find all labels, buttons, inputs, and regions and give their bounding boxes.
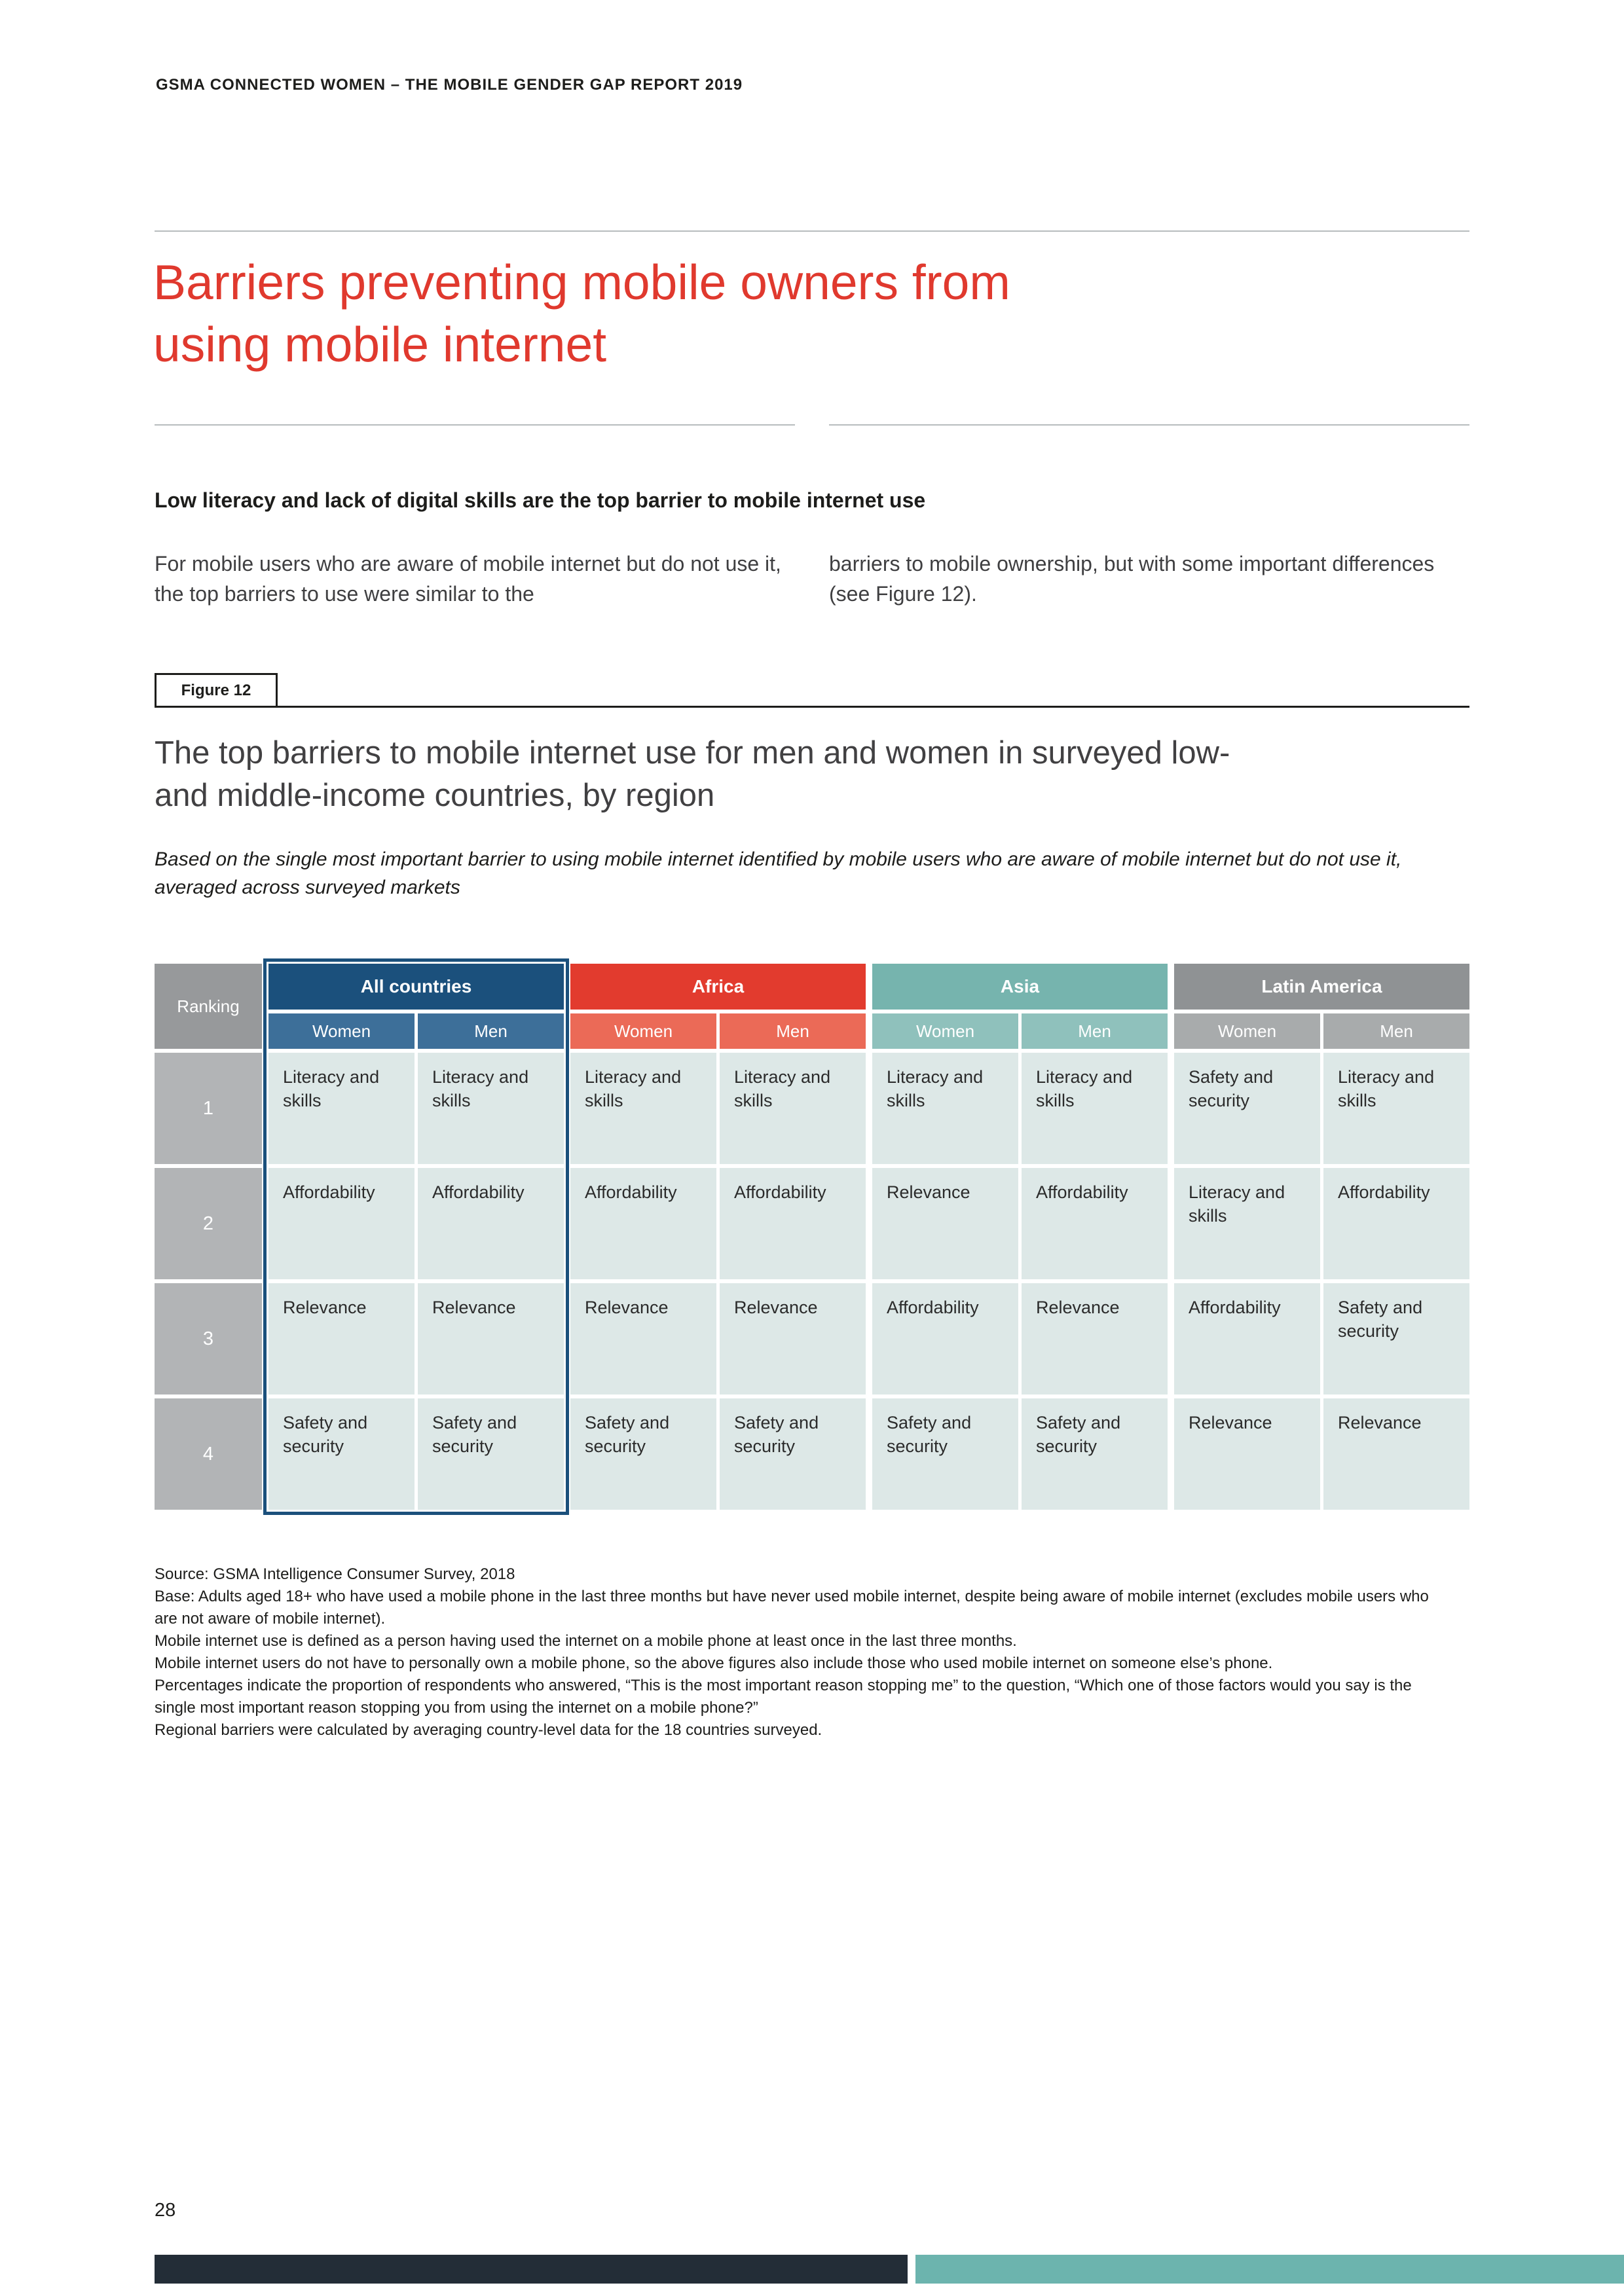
footer-bar-dark — [155, 2255, 908, 2284]
table-cell-latin-america-women-rank2: Literacy and skills — [1174, 1168, 1320, 1279]
table-cell-asia-men-rank3: Relevance — [1022, 1283, 1168, 1394]
table-subheader-asia-men: Men — [1022, 1013, 1168, 1049]
note-line: Base: Adults aged 18+ who have used a mobile phone in the last three months but have never used mobile internet, despite being aware of mobile internet (excludes mobile users who are not aware of mobile internet). — [155, 1588, 1429, 1628]
table-cell-latin-america-men-rank1: Literacy and skills — [1323, 1053, 1469, 1164]
title-divider-right — [829, 424, 1469, 426]
table-cell-all-countries-men-rank3: Relevance — [418, 1283, 564, 1394]
table-cell-all-countries-women-rank2: Affordability — [268, 1168, 415, 1279]
table-header-ranking: Ranking — [155, 964, 262, 1049]
table-cell-asia-men-rank4: Safety and security — [1022, 1398, 1168, 1510]
table-group-header-latin-america: Latin America — [1174, 964, 1469, 1010]
table-subheader-africa-men: Men — [720, 1013, 866, 1049]
figure-title: The top barriers to mobile internet use for men and women in surveyed low- and middle-income countries, by region — [155, 735, 1230, 814]
intro-paragraph-column-2: barriers to mobile ownership, but with some important differences (see Figure 12). — [829, 552, 1435, 606]
table-rank-1: 1 — [155, 1053, 262, 1164]
table-cell-all-countries-women-rank4: Safety and security — [268, 1398, 415, 1510]
table-subheader-all-countries-women: Women — [268, 1013, 415, 1049]
page-title-line1: Barriers preventing mobile owners from — [153, 255, 1010, 310]
page-title-line2: using mobile internet — [153, 316, 607, 372]
table-cell-all-countries-men-rank2: Affordability — [418, 1168, 564, 1279]
table-cell-latin-america-men-rank4: Relevance — [1323, 1398, 1469, 1510]
table-subheader-latin-america-men: Men — [1323, 1013, 1469, 1049]
table-cell-latin-america-men-rank3: Safety and security — [1323, 1283, 1469, 1394]
table-cell-all-countries-men-rank4: Safety and security — [418, 1398, 564, 1510]
table-cell-latin-america-women-rank4: Relevance — [1174, 1398, 1320, 1510]
table-cell-africa-women-rank1: Literacy and skills — [570, 1053, 716, 1164]
table-cell-africa-women-rank3: Relevance — [570, 1283, 716, 1394]
note-line: Mobile internet users do not have to personally own a mobile phone, so the above figures also include those who used mobile internet on someone else’s phone. — [155, 1654, 1273, 1672]
running-header: GSMA CONNECTED WOMEN – THE MOBILE GENDER GAP REPORT 2019 — [156, 76, 743, 94]
note-line: Regional barriers were calculated by averaging country-level data for the 18 countries surveyed. — [155, 1721, 822, 1739]
table-cell-all-countries-women-rank3: Relevance — [268, 1283, 415, 1394]
table-subheader-all-countries-men: Men — [418, 1013, 564, 1049]
table-cell-latin-america-women-rank3: Affordability — [1174, 1283, 1320, 1394]
table-cell-asia-men-rank1: Literacy and skills — [1022, 1053, 1168, 1164]
section-lead: Low literacy and lack of digital skills are the top barrier to mobile internet use — [155, 488, 926, 512]
title-divider-left — [155, 424, 795, 426]
table-cell-all-countries-women-rank1: Literacy and skills — [268, 1053, 415, 1164]
table-rank-2: 2 — [155, 1168, 262, 1279]
table-cell-latin-america-men-rank2: Affordability — [1323, 1168, 1469, 1279]
figure-subtitle: Based on the single most important barrier to using mobile internet identified by mobile users who are aware of mobile internet but do not use it, averaged across surveyed markets — [155, 848, 1402, 898]
table-cell-africa-women-rank2: Affordability — [570, 1168, 716, 1279]
intro-paragraph-column-1: For mobile users who are aware of mobile internet but do not use it, the top barriers to use were similar to the — [155, 552, 781, 606]
table-cell-africa-men-rank2: Affordability — [720, 1168, 866, 1279]
figure-divider — [155, 706, 1469, 708]
table-group-header-asia: Asia — [872, 964, 1168, 1010]
table-rank-3: 3 — [155, 1283, 262, 1394]
table-subheader-asia-women: Women — [872, 1013, 1018, 1049]
top-divider — [155, 230, 1469, 232]
table-cell-africa-men-rank1: Literacy and skills — [720, 1053, 866, 1164]
table-cell-latin-america-women-rank1: Safety and security — [1174, 1053, 1320, 1164]
table-cell-africa-women-rank4: Safety and security — [570, 1398, 716, 1510]
note-line: Percentages indicate the proportion of respondents who answered, “This is the most important reason stopping me” to the question, “Which one of those factors would you say is the single most important reason stopping you from using the internet on a mobile phone?” — [155, 1677, 1412, 1717]
table-cell-africa-men-rank3: Relevance — [720, 1283, 866, 1394]
page-number: 28 — [155, 2200, 176, 2221]
note-line: Source: GSMA Intelligence Consumer Survey, 2018 — [155, 1565, 515, 1583]
footer-bar-teal — [915, 2255, 1624, 2284]
source-notes — [155, 1563, 1454, 1741]
table-cell-all-countries-men-rank1: Literacy and skills — [418, 1053, 564, 1164]
table-cell-asia-women-rank3: Affordability — [872, 1283, 1018, 1394]
table-cell-asia-women-rank4: Safety and security — [872, 1398, 1018, 1510]
table-cell-africa-men-rank4: Safety and security — [720, 1398, 866, 1510]
table-rank-4: 4 — [155, 1398, 262, 1510]
table-group-header-all-countries: All countries — [268, 964, 564, 1010]
table-cell-asia-women-rank2: Relevance — [872, 1168, 1018, 1279]
table-cell-asia-women-rank1: Literacy and skills — [872, 1053, 1018, 1164]
barriers-table — [155, 964, 1469, 1510]
table-subheader-africa-women: Women — [570, 1013, 716, 1049]
table-cell-asia-men-rank2: Affordability — [1022, 1168, 1168, 1279]
table-group-header-africa: Africa — [570, 964, 866, 1010]
page-title — [153, 251, 1468, 375]
table-subheader-latin-america-women: Women — [1174, 1013, 1320, 1049]
note-line: Mobile internet use is defined as a person having used the internet on a mobile phone at least once in the last three months. — [155, 1632, 1017, 1650]
figure-label: Figure 12 — [155, 673, 278, 708]
